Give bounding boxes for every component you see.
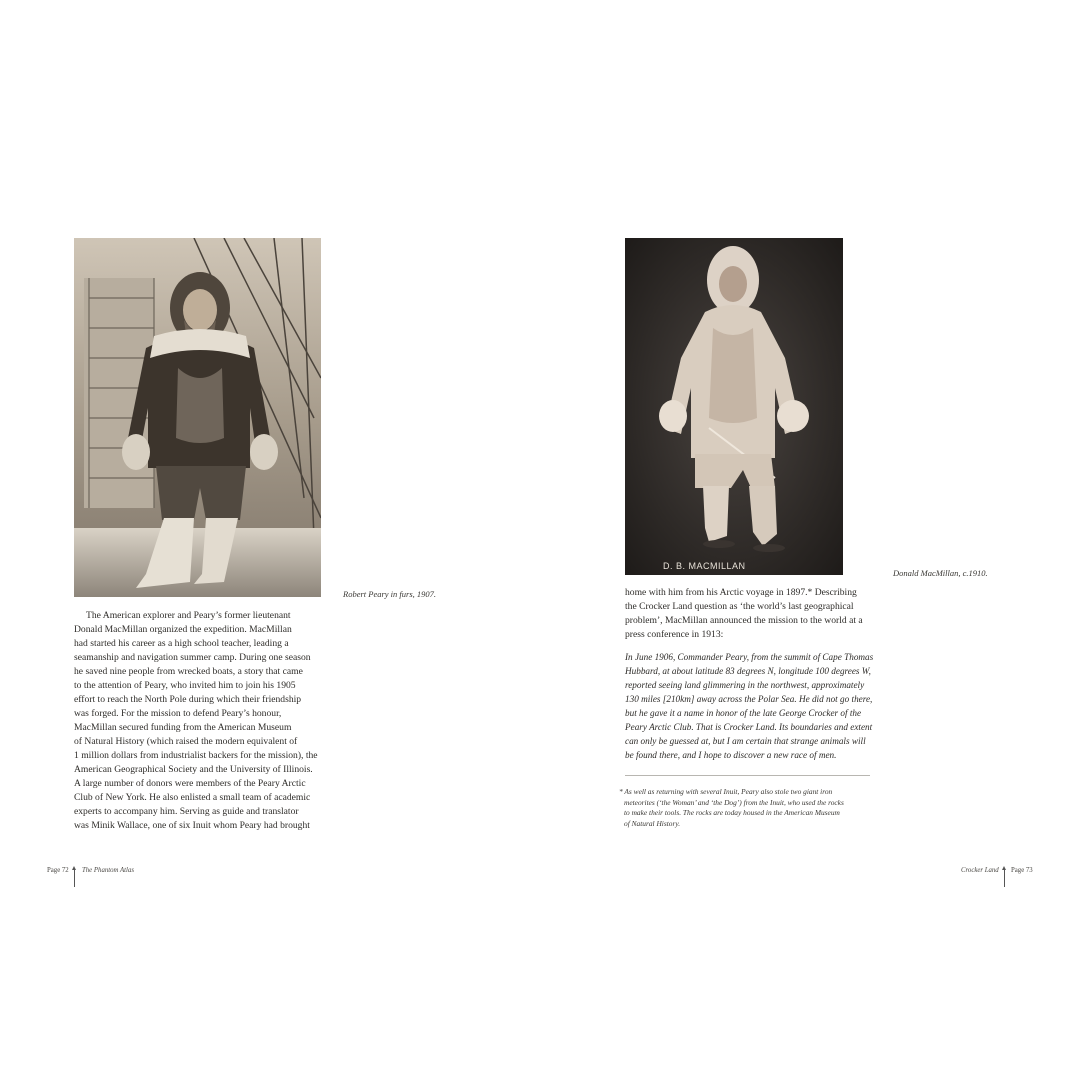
folio-divider — [74, 869, 75, 887]
macmillan-caption: Donald MacMillan, c.1910. — [893, 568, 988, 578]
quote-line: Peary Arctic Club. That is Crocker Land. Its boundaries and extent — [625, 722, 873, 732]
text-line: 1 million dollars from industrialist backers for the mission), the — [74, 750, 318, 761]
text-line: American Geographical Society and the University of Illinois. — [74, 764, 313, 775]
text-line: was Minik Wallace, one of six Inuit whom Peary had brought — [74, 820, 310, 831]
footnote-line: meteorites (‘the Woman’ and ‘the Dog’) from the Inuit, who used the rocks — [624, 797, 844, 807]
text-line: experts to accompany him. Serving as guide and translator — [74, 806, 299, 817]
text-line: had started his career as a high school teacher, leading a — [74, 638, 289, 649]
text-line: to the attention of Peary, who invited him to join his 1905 — [74, 680, 296, 691]
quote-line: but he gave it a name in honor of the late George Crocker of the — [625, 708, 862, 718]
text-line: was forged. For the mission to defend Peary’s honour, — [74, 708, 282, 719]
running-title-text: The Phantom Atlas — [82, 867, 134, 874]
peary-photo — [74, 238, 321, 597]
quote-line: can only be guessed at, but I am certain that strange animals will — [625, 736, 866, 746]
text-line: A large number of donors were members of the Peary Arctic — [74, 778, 306, 789]
text-line: The American explorer and Peary’s former lieutenant — [86, 610, 291, 621]
text-line: Donald MacMillan organized the expedition. MacMillan — [74, 624, 292, 635]
text-line: home with him from his Arctic voyage in 1897.* Describing — [625, 587, 857, 598]
text-line: effort to reach the North Pole during which their friendship — [74, 694, 302, 705]
text-line: MacMillan secured funding from the American Museum — [74, 722, 292, 733]
right-body-paragraph — [625, 586, 877, 642]
text-line: seamanship and navigation summer camp. During one season — [74, 652, 311, 663]
text-line: Club of New York. He also enlisted a small team of academic — [74, 792, 311, 803]
peary-caption: Robert Peary in furs, 1907. — [343, 589, 437, 599]
photo-inscription: D. B. MACMILLAN — [663, 561, 746, 571]
left-body-paragraph — [74, 609, 326, 833]
quote-line: 130 miles [210km] away across the Polar Sea. He did not go there, — [625, 694, 873, 704]
text-line: press conference in 1913: — [625, 629, 724, 640]
quote-line: reported seeing land glimmering in the northwest, approximately — [625, 680, 865, 690]
quote-line: be found there, and I hope to discover a new race of men. — [625, 750, 837, 760]
text-line: of Natural History (which raised the modern equivalent of — [74, 736, 298, 747]
quote-line: In June 1906, Commander Peary, from the summit of Cape Thomas — [625, 652, 874, 662]
right-running-title — [961, 867, 999, 874]
text-line: he saved nine people from wrecked boats, a story that came — [74, 666, 303, 677]
left-running-title — [82, 867, 134, 874]
quote-line: Hubbard, at about latitude 83 degrees N, longitude 100 degrees W, — [625, 666, 871, 676]
block-quote — [625, 650, 877, 762]
footnote-divider — [625, 775, 870, 776]
footnote-line: * As well as returning with several Inuit, Peary also stole two giant iron — [619, 787, 833, 796]
footnote-line: to make their tools. The rocks are today housed in the American Museum — [624, 808, 840, 817]
text-line: the Crocker Land question as ‘the world’s last geographical — [625, 601, 854, 612]
folio-divider — [1004, 869, 1005, 887]
text-line: problem’, MacMillan announced the mission to the world at a — [625, 615, 863, 626]
left-page-number: Page 72 — [47, 867, 69, 874]
macmillan-photo — [625, 238, 843, 575]
running-title-text: Crocker Land — [961, 867, 999, 874]
footnote — [619, 787, 879, 829]
right-page-number: Page 73 — [1011, 867, 1033, 874]
footnote-line: of Natural History. — [624, 818, 681, 828]
